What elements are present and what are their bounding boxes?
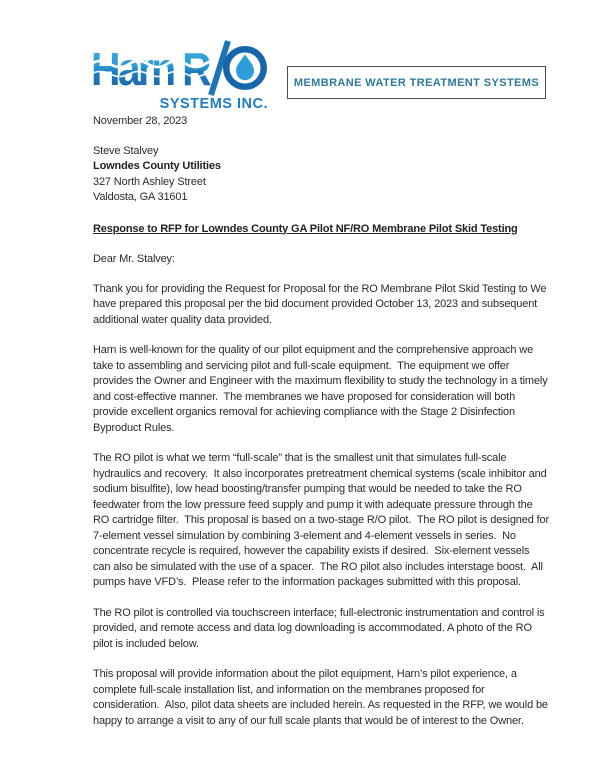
letter-date: November 28, 2023: [93, 115, 188, 127]
paragraph-harn-quality: Harn is well-known for the quality of our pilot equipment and the comprehensive approach we take to assembling and servicing pilot and full-scale equipment. The equipment we offer provides the Owner and Engineer with the maximum flexibility to study the technology in a timely and cost-effective manner. The membranes we have proposed for consideration will both provide excellent organics removal for achieving compliance with the Stage 2 Disinfection Byproduct Rules.: [93, 344, 551, 434]
membrane-banner-box: [287, 66, 546, 99]
salutation: Dear Mr. Stalvey:: [93, 253, 175, 265]
paragraph-ro-pilot-description: The RO pilot is what we term “full-scale” that is the smallest unit that simulates full-scale hydraulics and recovery. It also incorporates pretreatment chemical systems (scale inhibitor and sodium bisulfite), low head boosting/transfer pumping that would be needed to take the RO feedwater from the low pressure feed supply and pump it with adequate pressure through the RO cartridge filter. This proposal is based on a two-stage R/O pilot. The RO pilot is designed for 7-element vessel simulation by combining 3-element and 4-element vessels in series. No concentrate recycle is required, however the capability exists if desired. Six-element vessels can also be simulated with the use of a spacer. The RO pilot also includes interstage boost. All pumps have VFD’s. Please refer to the information packages submitted with this proposal.: [93, 452, 552, 588]
water-drop-icon: [223, 46, 267, 90]
paragraph-thank-you: Thank you for providing the Request for Proposal for the RO Membrane Pilot Skid Testing to We have prepared this proposal per the bid document provided October 13, 2023 and subsequent additional water quality data provided.: [93, 282, 550, 326]
recipient-name: Steve Stalvey: [93, 144, 159, 157]
harn-ro-logo-graphic: [91, 39, 273, 111]
logo-subtitle-text: SYSTEMS INC.: [159, 96, 268, 111]
paragraph-proposal-contents: This proposal will provide information about the pilot equipment, Harn’s pilot experience, a complete full-scale installation list, and information on the membranes proposed for consideration. Also, pilot data sheets are included herein. As requested in the RFP, we would be happy to arrange a visit to any of our full scale plants that would be of interest to the Owner.: [93, 668, 551, 727]
letter-content: [93, 114, 552, 744]
harn-ro-logo: [91, 39, 273, 111]
recipient-address-line2: Valdosta, GA 31601: [93, 191, 188, 203]
subject-line: Response to RFP for Lowndes County GA Pilot NF/RO Membrane Pilot Skid Testing: [93, 222, 518, 235]
recipient-address-line1: 327 North Ashley Street: [93, 175, 206, 188]
recipient-block: [93, 144, 549, 206]
recipient-organization: Lowndes County Utilities: [93, 160, 221, 172]
membrane-banner-label: MEMBRANE WATER TREATMENT SYSTEMS: [293, 76, 540, 89]
logo-wordmark-text: Harn R: [91, 43, 212, 95]
paragraph-touchscreen-control: The RO pilot is controlled via touchscreen interface; full-electronic instrumentation and control is provided, and remote access and data log downloading is accommodated. A photo of the RO pilot is included below.: [93, 606, 548, 650]
